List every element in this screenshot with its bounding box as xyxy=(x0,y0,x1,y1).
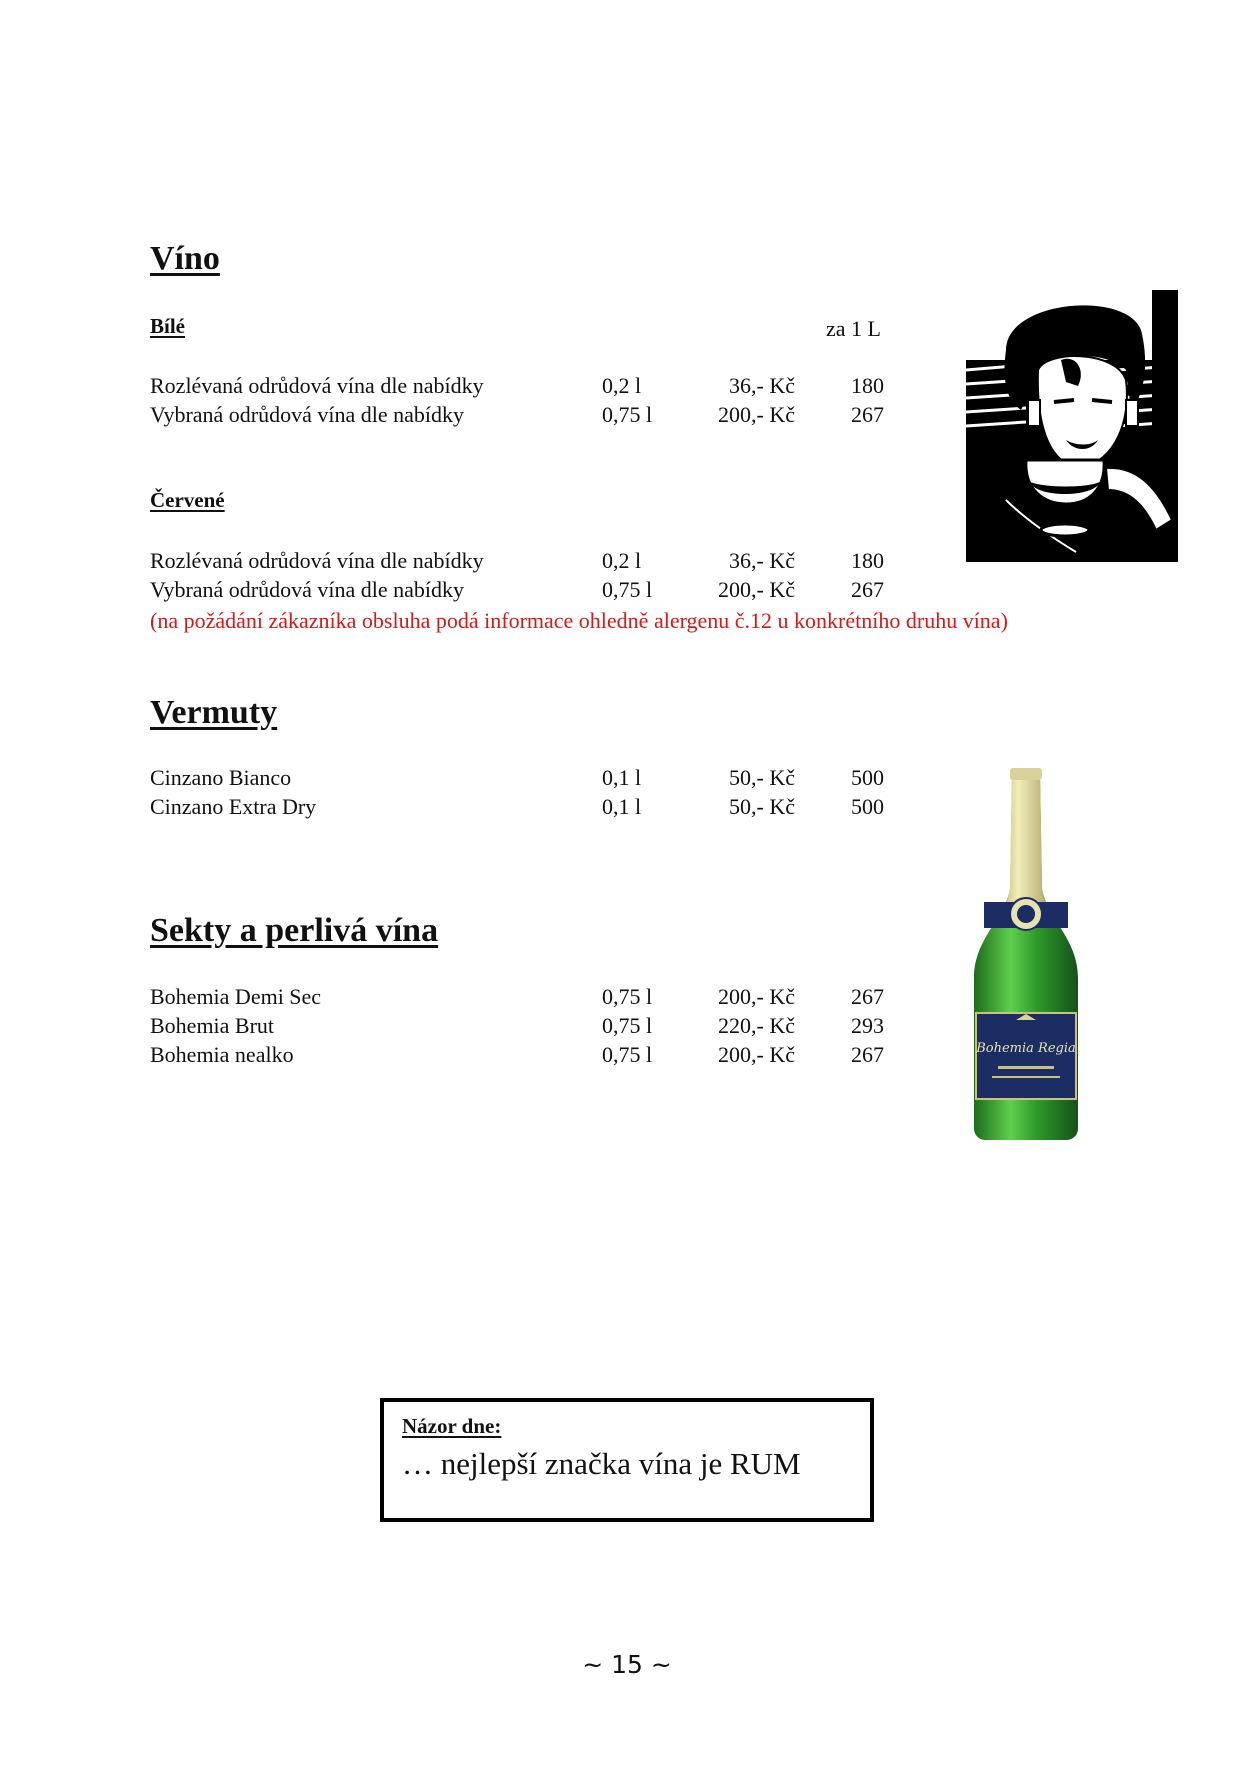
item-per-liter: 180 xyxy=(851,373,884,398)
list-item xyxy=(150,577,890,605)
page-number: ~ 15 ~ xyxy=(582,1650,672,1679)
item-volume: 0,75 l xyxy=(602,984,653,1009)
list-item xyxy=(150,794,890,822)
item-price: 36,- Kč xyxy=(729,548,795,573)
item-name: Vybraná odrůdová vína dle nabídky xyxy=(150,402,465,427)
item-volume: 0,1 l xyxy=(602,765,642,790)
item-price: 200,- Kč xyxy=(718,577,795,602)
list-item xyxy=(150,1042,890,1070)
subheading-red: Červené xyxy=(150,488,225,512)
item-price: 50,- Kč xyxy=(729,794,795,819)
champagne-bottle-image xyxy=(966,768,1086,1140)
item-per-liter: 267 xyxy=(851,984,884,1009)
item-price: 200,- Kč xyxy=(718,402,795,427)
list-item xyxy=(150,402,890,430)
item-volume: 0,75 l xyxy=(602,402,653,427)
item-name: Rozlévaná odrůdová vína dle nabídky xyxy=(150,373,484,398)
item-per-liter: 267 xyxy=(851,1042,884,1067)
item-per-liter: 500 xyxy=(851,765,884,790)
item-price: 200,- Kč xyxy=(718,984,795,1009)
item-name: Bohemia nealko xyxy=(150,1042,294,1067)
item-volume: 0,75 l xyxy=(602,1042,653,1067)
item-volume: 0,75 l xyxy=(602,577,653,602)
bottle-label-text: Bohemia Regia xyxy=(976,1041,1076,1056)
item-volume: 0,1 l xyxy=(602,794,642,819)
item-name: Cinzano Bianco xyxy=(150,765,292,790)
list-item xyxy=(150,1013,890,1041)
item-price: 36,- Kč xyxy=(729,373,795,398)
item-per-liter: 267 xyxy=(851,577,884,602)
item-volume: 0,75 l xyxy=(602,1013,653,1038)
woman-with-wine-glass-illustration xyxy=(966,290,1178,562)
item-price: 200,- Kč xyxy=(718,1042,795,1067)
quote-label: Názor dne: xyxy=(402,1414,502,1438)
item-name: Cinzano Extra Dry xyxy=(150,794,317,819)
item-per-liter: 180 xyxy=(851,548,884,573)
item-price: 50,- Kč xyxy=(729,765,795,790)
quote-box xyxy=(380,1398,874,1522)
quote-text: … nejlepší značka vína je RUM xyxy=(402,1446,801,1481)
unit-header: za 1 L xyxy=(826,316,881,341)
section-title-vermuty: Vermuty xyxy=(150,694,278,731)
item-per-liter: 293 xyxy=(851,1013,884,1038)
allergen-note: (na požádání zákazníka obsluha podá informace ohledně alergenu č.12 u konkrétního druhu vína) xyxy=(150,608,1008,633)
item-volume: 0,2 l xyxy=(602,548,642,573)
list-item xyxy=(150,765,890,793)
section-title-sekty: Sekty a perlivá vína xyxy=(150,912,439,949)
item-name: Bohemia Brut xyxy=(150,1013,275,1038)
item-name: Rozlévaná odrůdová vína dle nabídky xyxy=(150,548,484,573)
item-price: 220,- Kč xyxy=(718,1013,795,1038)
item-per-liter: 267 xyxy=(851,402,884,427)
item-name: Vybraná odrůdová vína dle nabídky xyxy=(150,577,465,602)
item-volume: 0,2 l xyxy=(602,373,642,398)
subheading-white: Bílé xyxy=(150,314,185,338)
list-item xyxy=(150,548,890,576)
list-item xyxy=(150,984,890,1012)
list-item xyxy=(150,373,890,401)
item-per-liter: 500 xyxy=(851,794,884,819)
item-name: Bohemia Demi Sec xyxy=(150,984,322,1009)
section-title-vino: Víno xyxy=(150,240,220,277)
